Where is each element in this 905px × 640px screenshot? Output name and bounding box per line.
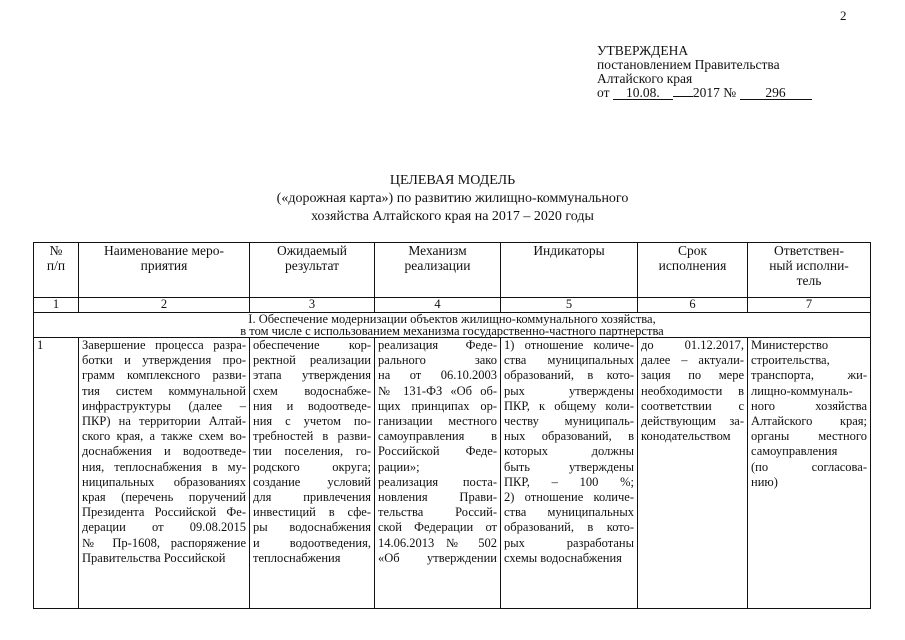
cell-line: ния, теплоснабжения в му- bbox=[82, 459, 246, 474]
cell-line: тельства Россий- bbox=[378, 505, 497, 520]
cell-line: лищно-коммуналь- bbox=[751, 383, 853, 398]
cell-line: далее – актуали- bbox=[641, 353, 744, 368]
column-number: 4 bbox=[375, 298, 501, 313]
cell-line: ного хозяйства bbox=[751, 398, 867, 413]
section-title-line-1: I. Обеспечение модернизации объектов жилищно-коммунального хозяйства, bbox=[248, 312, 656, 326]
cell-line: Правительства Российской bbox=[82, 550, 226, 565]
cell-line: ниципальных образованиях bbox=[82, 474, 246, 489]
cell-line: ПКР) на территории Алтай- bbox=[82, 414, 246, 429]
cell-line: (по согласова- bbox=[751, 459, 867, 474]
cell-line: создание условий bbox=[253, 474, 371, 489]
approval-line-3: Алтайского края bbox=[597, 71, 693, 86]
approval-stamp bbox=[597, 44, 812, 100]
cell-line: на от 06.10.2003 bbox=[378, 368, 497, 383]
approval-year: 2017 bbox=[692, 85, 720, 100]
cell-line: соответствии с bbox=[641, 398, 744, 413]
cell-line: ПКР, – 100 %; bbox=[504, 474, 634, 489]
approval-date: 10.08. bbox=[613, 87, 673, 100]
header-cell-3 bbox=[250, 243, 375, 298]
cell-line: № Пр-1608, распоряжение bbox=[82, 535, 246, 550]
cell-line: конодательством bbox=[641, 429, 731, 444]
header-line: № bbox=[49, 243, 63, 258]
cell-line: ства муниципальных bbox=[504, 505, 634, 520]
cell-line: ректной реализации bbox=[253, 353, 371, 368]
row-number: 1 bbox=[34, 338, 79, 609]
cell-line: 2) отношение количе- bbox=[504, 490, 634, 505]
row-cell-7 bbox=[748, 338, 871, 609]
table-row bbox=[34, 338, 871, 609]
cell-line: рального зако bbox=[378, 353, 497, 368]
cell-text bbox=[751, 338, 867, 608]
cell-line: образований, в кото- bbox=[504, 368, 634, 383]
cell-line: Президента Российской Фе- bbox=[82, 505, 246, 520]
cell-line: органы местного bbox=[751, 429, 867, 444]
cell-line: тии поселения, го- bbox=[253, 444, 371, 459]
cell-line: ства муниципальных bbox=[504, 353, 634, 368]
table-header-row bbox=[34, 243, 871, 298]
cell-line: тия систем коммунальной bbox=[82, 383, 246, 398]
cell-line: ПКР, к общему коли- bbox=[504, 398, 634, 413]
cell-line: инвестиций в сфе- bbox=[253, 505, 371, 520]
cell-line: схемы водоснабжения bbox=[504, 550, 622, 565]
cell-line: действующим за- bbox=[641, 414, 744, 429]
cell-line: строительства, bbox=[751, 353, 830, 368]
cell-line: быть утверждены bbox=[504, 459, 634, 474]
column-number: 6 bbox=[638, 298, 748, 313]
cell-line: реализация поста- bbox=[378, 474, 497, 489]
header-line: реализации bbox=[404, 258, 471, 273]
cell-line: образований, в кото- bbox=[504, 520, 634, 535]
cell-line: необходимости в bbox=[641, 383, 744, 398]
cell-line: Министерство bbox=[751, 338, 829, 352]
cell-line: ных образований, в bbox=[504, 429, 634, 444]
title-line-1: ЦЕЛЕВАЯ МОДЕЛЬ bbox=[389, 173, 516, 188]
cell-line: схем водоснабже- bbox=[253, 383, 371, 398]
cell-line: Алтайского края; bbox=[751, 414, 867, 429]
header-line: приятия bbox=[140, 258, 188, 273]
cell-line: до 01.12.2017, bbox=[641, 338, 744, 352]
header-cell-4 bbox=[375, 243, 501, 298]
cell-line: доснабжения и водоотведе- bbox=[82, 444, 246, 459]
cell-line: инфраструктуры (далее – bbox=[82, 398, 246, 413]
cell-text bbox=[378, 338, 497, 608]
section-title-line-2: в том числе с использованием механизма государственно-частного партнерства bbox=[240, 324, 664, 338]
section-title bbox=[34, 313, 871, 338]
cell-line: щих принципах ор- bbox=[378, 398, 497, 413]
cell-line: честву муниципаль- bbox=[504, 414, 634, 429]
cell-line: Российской Феде- bbox=[378, 444, 497, 459]
row-cell-4 bbox=[375, 338, 501, 609]
cell-line: нию) bbox=[751, 474, 778, 489]
header-cell-7 bbox=[748, 243, 871, 298]
header-line: исполнения bbox=[658, 258, 727, 273]
section-row bbox=[34, 313, 871, 338]
header-line: тель bbox=[796, 273, 822, 288]
header-cell-1 bbox=[34, 243, 79, 298]
header-line: Ожидаемый bbox=[277, 243, 347, 258]
header-line: п/п bbox=[46, 258, 66, 273]
cell-line: самоуправления в bbox=[378, 429, 497, 444]
approval-number: 296 bbox=[740, 87, 812, 100]
header-line: Механизм bbox=[408, 243, 467, 258]
row-cell-2 bbox=[79, 338, 250, 609]
row-cell-3 bbox=[250, 338, 375, 609]
cell-text bbox=[253, 338, 371, 608]
cell-line: рации»; bbox=[378, 459, 420, 474]
cell-line: «Об утверждении bbox=[378, 550, 497, 565]
cell-line: новления Прави- bbox=[378, 490, 497, 505]
title-line-2: («дорожная карта») по развитию жилищно-коммунального bbox=[276, 191, 629, 206]
cell-line: ганизации местного bbox=[378, 414, 497, 429]
column-number: 1 bbox=[34, 298, 79, 313]
row-cell-5 bbox=[501, 338, 638, 609]
cell-line: рых утверждены bbox=[504, 383, 634, 398]
cell-line: ской Федерации от bbox=[378, 520, 497, 535]
approval-from-label: от bbox=[597, 85, 610, 100]
cell-line: рых разработаны bbox=[504, 535, 634, 550]
column-number: 5 bbox=[501, 298, 638, 313]
column-number: 7 bbox=[748, 298, 871, 313]
approval-date-line bbox=[597, 86, 812, 100]
cell-line: ского края, а также схем во- bbox=[82, 429, 246, 444]
cell-line: 14.06.2013 № 502 bbox=[378, 535, 497, 550]
header-line: результат bbox=[284, 258, 340, 273]
cell-line: обеспечение кор- bbox=[253, 338, 371, 352]
cell-text bbox=[641, 338, 744, 608]
cell-line: самоуправления bbox=[751, 444, 838, 459]
cell-line: ры водоснабжения bbox=[253, 520, 371, 535]
header-cell-5 bbox=[501, 243, 638, 298]
page-number: 2 bbox=[840, 8, 847, 23]
cell-line: ния и водоотведе- bbox=[253, 398, 371, 413]
header-cell-6 bbox=[638, 243, 748, 298]
header-line: Наименование меро- bbox=[103, 243, 224, 258]
cell-line: теплоснабжения bbox=[253, 550, 341, 565]
cell-line: которых должны bbox=[504, 444, 634, 459]
cell-line: реализация Феде- bbox=[378, 338, 497, 352]
cell-line: этапа утверждения bbox=[253, 368, 371, 383]
approval-date-gap bbox=[673, 96, 693, 97]
approval-line-1: УТВЕРЖДЕНА bbox=[597, 43, 689, 58]
column-number: 3 bbox=[250, 298, 375, 313]
cell-line: для привлечения bbox=[253, 490, 371, 505]
header-line: Ответствен- bbox=[774, 243, 844, 258]
cell-text bbox=[504, 338, 634, 608]
header-cell-2 bbox=[79, 243, 250, 298]
cell-line: требностей в разви- bbox=[253, 429, 371, 444]
roadmap-table bbox=[33, 242, 871, 609]
approval-line-2: постановлением Правительства bbox=[597, 57, 780, 72]
column-number: 2 bbox=[79, 298, 250, 313]
document-title bbox=[0, 172, 905, 226]
cell-line: № 131-ФЗ «Об об- bbox=[378, 383, 497, 398]
cell-line: ния с учетом по- bbox=[253, 414, 371, 429]
cell-line: ботки и утверждения про- bbox=[82, 353, 246, 368]
column-number-row bbox=[34, 298, 871, 313]
row-cell-6 bbox=[638, 338, 748, 609]
cell-line: края (перечень поручений bbox=[82, 490, 246, 505]
cell-line: грамм комплексного разви- bbox=[82, 368, 246, 383]
cell-line: зация по мере bbox=[641, 368, 744, 383]
title-line-3: хозяйства Алтайского края на 2017 – 2020 годы bbox=[311, 209, 594, 224]
cell-line: транспорта, жи- bbox=[751, 368, 867, 383]
header-line: Индикаторы bbox=[533, 243, 605, 258]
cell-line: дерации от 09.08.2015 bbox=[82, 520, 246, 535]
cell-text bbox=[82, 338, 246, 608]
cell-line: Завершение процесса разра- bbox=[82, 338, 246, 352]
header-line: Срок bbox=[677, 243, 708, 258]
cell-line: и водоотведения, bbox=[253, 535, 371, 550]
approval-number-label: № bbox=[723, 85, 737, 100]
cell-line: родского округа; bbox=[253, 459, 371, 474]
header-line: ный исполни- bbox=[769, 258, 849, 273]
cell-line: 1) отношение количе- bbox=[504, 338, 634, 352]
